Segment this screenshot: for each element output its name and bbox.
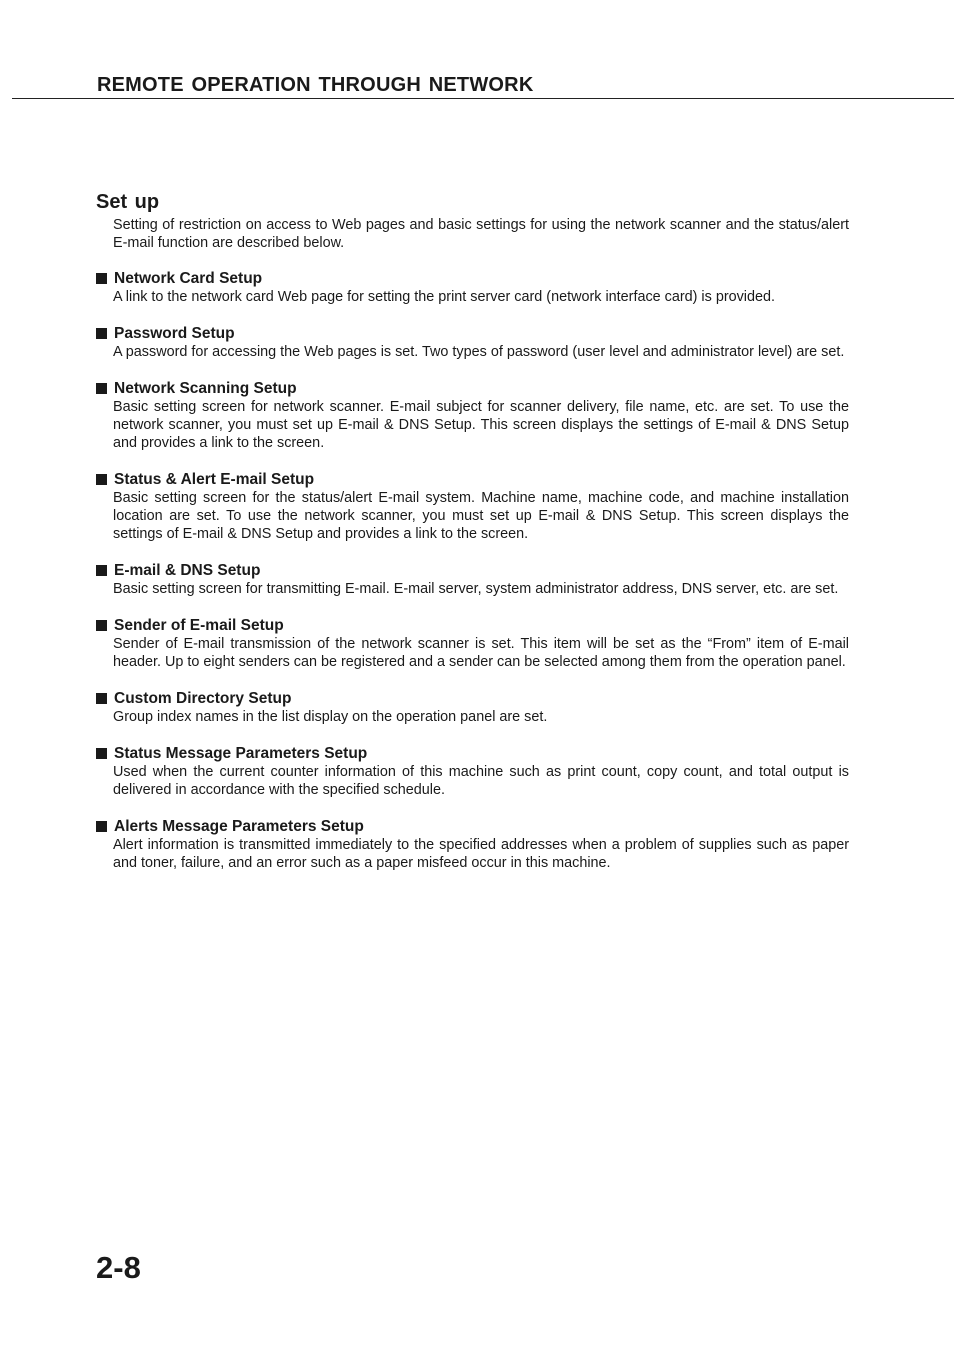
list-item (96, 470, 849, 543)
item-title: Network Scanning Setup (114, 380, 297, 397)
item-title: Network Card Setup (114, 270, 263, 287)
list-item (96, 269, 849, 306)
square-bullet-icon (96, 474, 107, 485)
setup-items-list (96, 269, 849, 890)
item-heading (96, 324, 849, 343)
page-number: 2-8 (96, 1250, 141, 1285)
item-description: A link to the network card Web page for setting the print server card (network interface card) is provided. (113, 289, 776, 305)
square-bullet-icon (96, 693, 107, 704)
item-heading (96, 470, 849, 489)
item-description: Basic setting screen for network scanner. E-mail subject for scanner delivery, file name, etc. are set. To use the network scanner, you must set up E-mail & DNS Setup. This screen displays the settings of E-mail & DNS Setup and provides a link to the screen. (113, 399, 849, 451)
item-description: Basic setting screen for the status/alert E-mail system. Machine name, machine code, and machine installation location are set. To use the network scanner, you must set up E-mail & DNS Setup. This screen displays the settings of E-mail & DNS Setup and provides a link to the screen. (113, 490, 849, 542)
item-description: Alert information is transmitted immediately to the specified addresses when a problem of supplies such as paper and toner, failure, and an error such as a paper misfeed occur in this machine. (113, 837, 849, 871)
running-header: REMOTE OPERATION THROUGH NETWORK (97, 74, 534, 96)
square-bullet-icon (96, 565, 107, 576)
square-bullet-icon (96, 273, 107, 284)
list-item (96, 744, 849, 799)
item-heading (96, 616, 849, 635)
item-title: Password Setup (114, 325, 235, 342)
item-title: Alerts Message Parameters Setup (114, 818, 364, 835)
list-item (96, 817, 849, 872)
header-divider (12, 98, 954, 99)
item-title: Sender of E-mail Setup (114, 617, 284, 634)
item-description: Basic setting screen for transmitting E-mail. E-mail server, system administrator address, DNS server, etc. are set. (113, 581, 839, 597)
section-title: Set up (96, 191, 160, 213)
item-heading (96, 744, 849, 763)
item-heading (96, 817, 849, 836)
item-title: E-mail & DNS Setup (114, 562, 261, 579)
item-description: A password for accessing the Web pages is set. Two types of password (user level and administrator level) are set. (113, 344, 845, 360)
item-title: Custom Directory Setup (114, 690, 292, 707)
list-item (96, 616, 849, 671)
section-intro: Setting of restriction on access to Web pages and basic settings for using the network scanner and the status/alert E-mail function are described below. (113, 217, 849, 251)
item-description: Used when the current counter information of this machine such as print count, copy count, and total output is delivered in accordance with the specified schedule. (113, 764, 849, 798)
square-bullet-icon (96, 328, 107, 339)
item-heading (96, 379, 849, 398)
item-description: Group index names in the list display on the operation panel are set. (113, 709, 548, 725)
item-heading (96, 269, 849, 288)
square-bullet-icon (96, 748, 107, 759)
square-bullet-icon (96, 383, 107, 394)
list-item (96, 561, 849, 598)
list-item (96, 689, 849, 726)
list-item (96, 379, 849, 452)
list-item (96, 324, 849, 361)
item-heading (96, 561, 849, 580)
item-title: Status & Alert E-mail Setup (114, 471, 315, 488)
square-bullet-icon (96, 821, 107, 832)
item-heading (96, 689, 849, 708)
item-title: Status Message Parameters Setup (114, 745, 368, 762)
square-bullet-icon (96, 620, 107, 631)
item-description: Sender of E-mail transmission of the network scanner is set. This item will be set as the “From” item of E-mail header. Up to eight senders can be registered and a sender can be selected among them from the operation panel. (113, 636, 849, 670)
